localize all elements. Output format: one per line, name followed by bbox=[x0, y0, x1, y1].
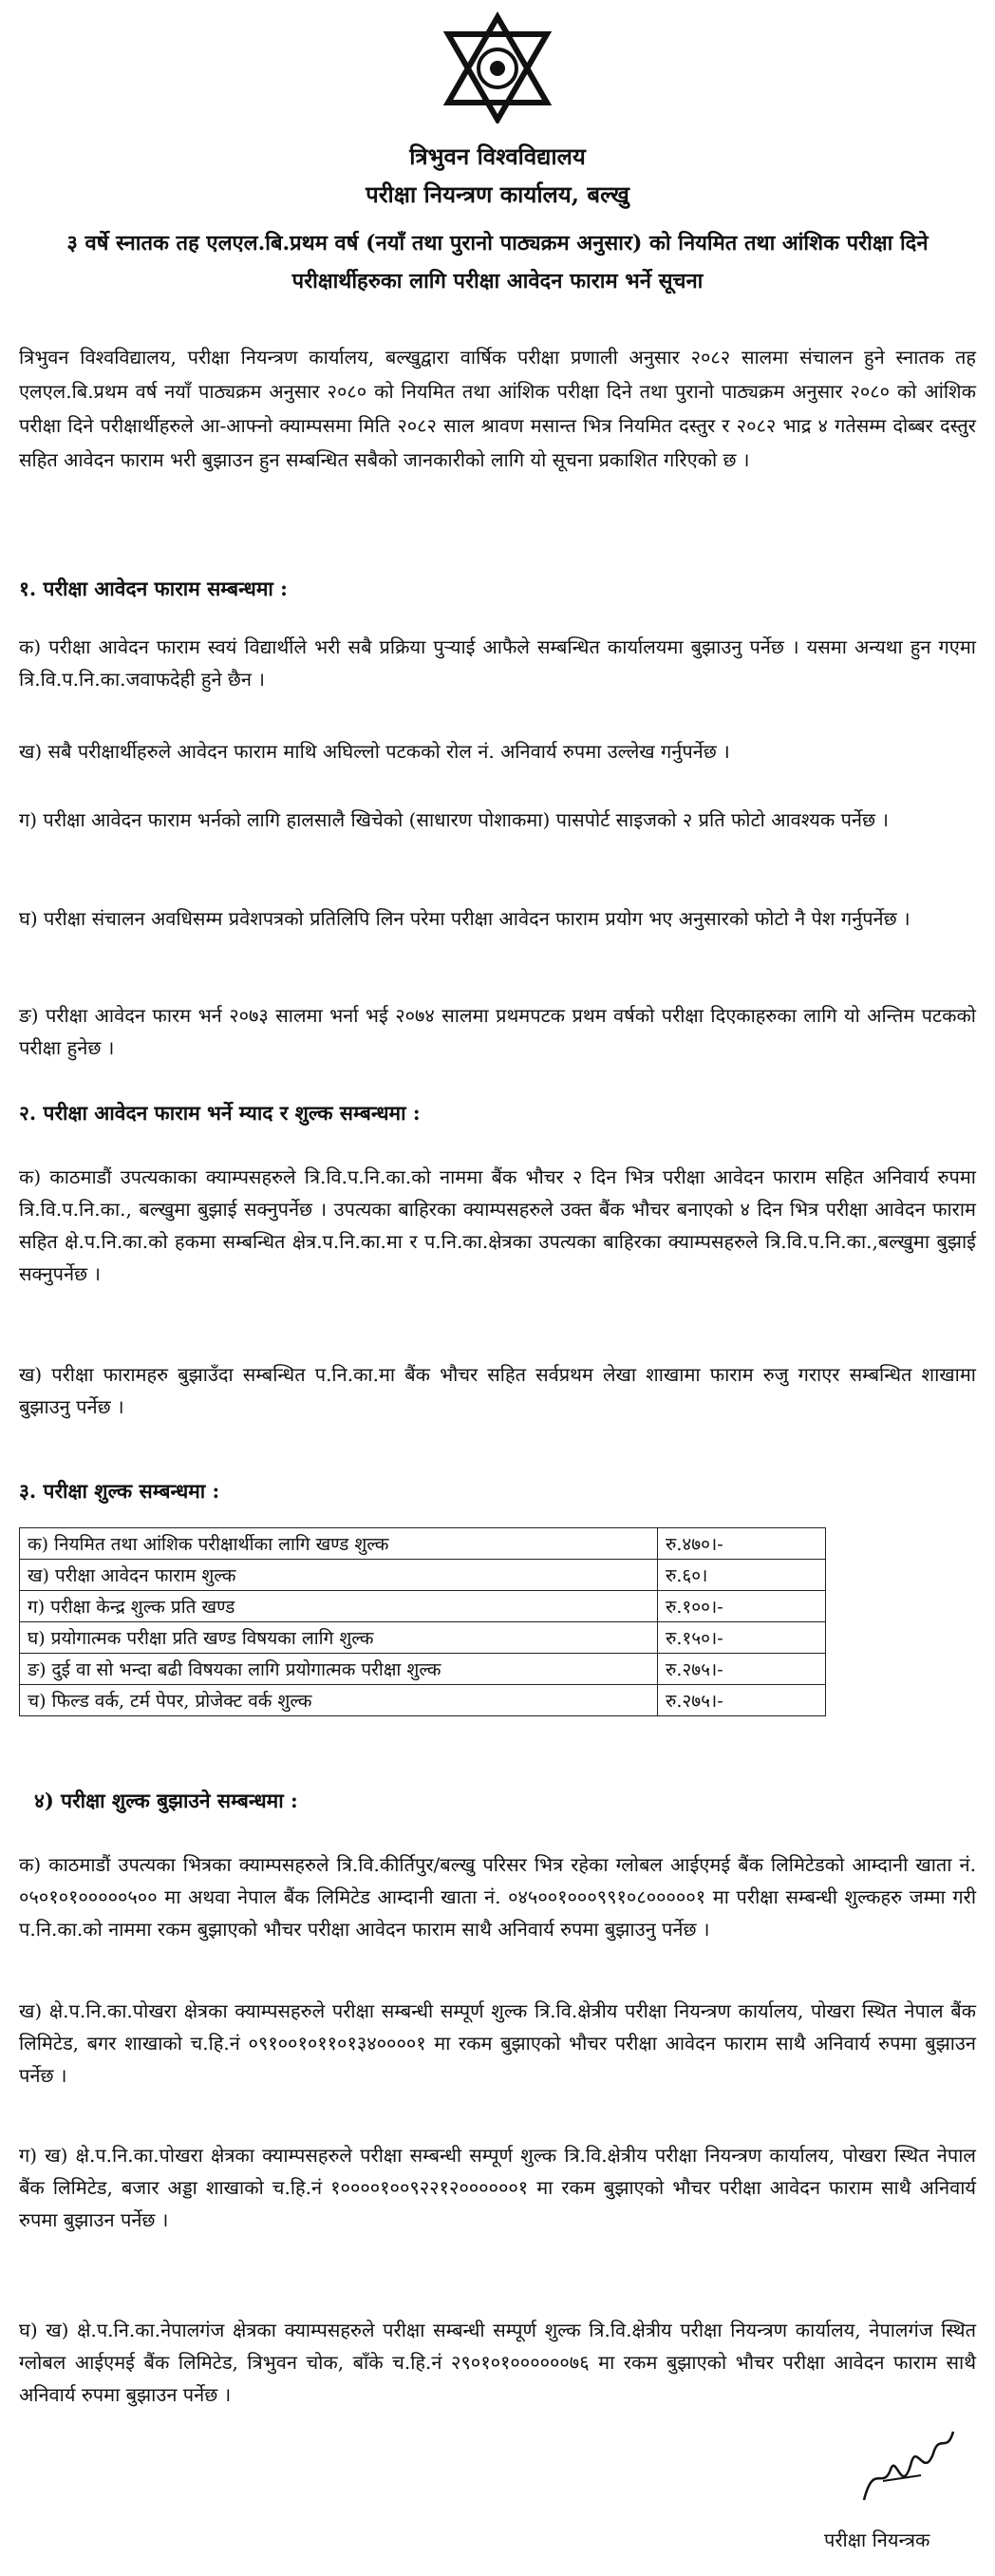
section-1-heading: १. परीक्षा आवेदन फाराम सम्बन्धमा : bbox=[19, 577, 288, 600]
fee-amount: रु.१००।- bbox=[658, 1591, 826, 1622]
university-name: त्रिभुवन विश्वविद्यालय bbox=[409, 142, 586, 170]
fee-amount: रु.२७५।- bbox=[658, 1654, 826, 1685]
section-4-item: घ) ख) क्षे.प.नि.का.नेपालगंज क्षेत्रका क्याम्पसहरुले परीक्षा सम्बन्धी सम्पूर्ण शुल्क त्रि.वि.क्षेत्रीय परीक्षा नियन्त्रण कार्यालय, नेपालगंज स्थित ग्लोबल आईएमई बैंक लिमिटेड, त्रिभुवन चोक, बाँके च.हि.नं २९०१०१००००००७६ मा रकम बुझाएको भौचर परीक्षा आवेदन फाराम साथै अनिवार्य रुपमा बुझाउन पर्नेछ । bbox=[19, 2319, 976, 2406]
section-2-item: ख) परीक्षा फारामहरु बुझाउँदा सम्बन्धित प.नि.का.मा बैंक भौचर सहित सर्वप्रथम लेखा शाखामा फाराम रुजु गराएर सम्बन्धित शाखामा बुझाउनु पर्नेछ । bbox=[19, 1363, 976, 1418]
section-1-item: ङ) परीक्षा आवेदन फारम भर्न २०७३ सालमा भर्ना भई २०७४ सालमा प्रथमपटक प्रथम वर्षको परीक्षा दिएकाहरुका लागि यो अन्तिम पटकको परीक्षा हुनेछ । bbox=[19, 1004, 976, 1059]
section-1-item: घ) परीक्षा संचालन अवधिसम्म प्रवेशपत्रको प्रतिलिपि लिन परेमा परीक्षा आवेदन फाराम प्रयोग भए अनुसारको फोटो नै पेश गर्नुपर्नेछ । bbox=[19, 907, 911, 930]
table-row bbox=[20, 1685, 826, 1716]
section-2-item: क) काठमाडौं उपत्यकाका क्याम्पसहरुले त्रि.वि.प.नि.का.को नाममा बैंक भौचर २ दिन भित्र परीक्षा आवेदन फाराम सहित अनिवार्य रुपमा त्रि.वि.प.नि.का., बल्खुमा बुझाई सक्नुपर्नेछ । उपत्यका बाहिरका क्याम्पसहरुले उक्त बैंक भौचर बनाएको ४ दिन भित्र परीक्षा आवेदन फाराम सहित क्षे.प.नि.का.को हकमा सम्बन्धित क्षेत्र.प.नि.का.मा र प.नि.का.क्षेत्रका उपत्यका बाहिरका क्याम्पसहरुले त्रि.वि.प.नि.का.,बल्खुमा बुझाई सक्नुपर्नेछ । bbox=[19, 1165, 976, 1285]
section-1-item: क) परीक्षा आवेदन फाराम स्वयं विद्यार्थीले भरी सबै प्रक्रिया पुऱ्याई आफैले सम्बन्धित कार्यालयमा बुझाउनु पर्नेछ । यसमा अन्यथा हुन गएमा त्रि.वि.प.नि.का.जवाफदेही हुने छैन । bbox=[19, 635, 976, 691]
university-logo bbox=[414, 0, 581, 123]
fee-label: ख) परीक्षा आवेदन फाराम शुल्क bbox=[20, 1560, 658, 1591]
fee-label: क) नियमित तथा आंशिक परीक्षार्थीका लागि खण्ड शुल्क bbox=[20, 1528, 658, 1560]
section-4-heading: ४) परीक्षा शुल्क बुझाउने सम्बन्धमा : bbox=[34, 1789, 298, 1812]
table-row bbox=[20, 1591, 826, 1622]
table-row bbox=[20, 1560, 826, 1591]
section-1-item: ग) परीक्षा आवेदन फाराम भर्नको लागि हालसालै खिचेको (साधारण पोशाकमा) पासपोर्ट साइजको २ प्रति फोटो आवश्यक पर्नेछ । bbox=[19, 808, 889, 831]
fee-amount: रु.१५०।- bbox=[658, 1622, 826, 1654]
section-1-item: ख) सबै परीक्षार्थीहरुले आवेदन फाराम माथि अघिल्लो पटकको रोल नं. अनिवार्य रुपमा उल्लेख गर्नुपर्नेछ । bbox=[19, 740, 730, 763]
section-4-item: ग) ख) क्षे.प.नि.का.पोखरा क्षेत्रका क्याम्पसहरुले परीक्षा सम्बन्धी सम्पूर्ण शुल्क त्रि.वि.क्षेत्रीय परीक्षा नियन्त्रण कार्यालय, पोखरा स्थित नेपाल बैंक लिमिटेड, बजार अड्डा शाखाको च.हि.नं १००००१००९२२१२००००००१ मा रकम बुझाएको भौचर परीक्षा आवेदन फाराम साथै अनिवार्य रुपमा बुझाउन पर्नेछ । bbox=[19, 2144, 976, 2231]
fee-label: च) फिल्ड वर्क, टर्म पेपर, प्रोजेक्ट वर्क शुल्क bbox=[20, 1685, 658, 1716]
fee-table bbox=[19, 1527, 826, 1716]
table-row bbox=[20, 1654, 826, 1685]
fee-label: घ) प्रयोगात्मक परीक्षा प्रति खण्ड विषयका लागि शुल्क bbox=[20, 1622, 658, 1654]
fee-label: ङ) दुई वा सो भन्दा बढी विषयका लागि प्रयोगात्मक परीक्षा शुल्क bbox=[20, 1654, 658, 1685]
signature-designation: परीक्षा नियन्त्रक bbox=[824, 2529, 930, 2551]
section-3-heading: ३. परीक्षा शुल्क सम्बन्धमा : bbox=[19, 1479, 220, 1503]
fee-label: ग) परीक्षा केन्द्र शुल्क प्रति खण्ड bbox=[20, 1591, 658, 1622]
table-row bbox=[20, 1622, 826, 1654]
section-4-item: ख) क्षे.प.नि.का.पोखरा क्षेत्रका क्याम्पसहरुले परीक्षा सम्बन्धी सम्पूर्ण शुल्क त्रि.वि.क्षेत्रीय परीक्षा नियन्त्रण कार्यालय, पोखरा स्थित नेपाल बैंक लिमिटेड, बगर शाखाको च.हि.नं ०९१००१०११०१३४००००१ मा रकम बुझाएको भौचर परीक्षा आवेदन फाराम साथै अनिवार्य रुपमा बुझाउन पर्नेछ । bbox=[19, 1999, 976, 2087]
fee-amount: रु.२७५।- bbox=[658, 1685, 826, 1716]
notice-title: ३ वर्षे स्नातक तह एलएल.बि.प्रथम वर्ष (नयाँ तथा पुरानो पाठ्यक्रम अनुसार) को नियमित तथा आंशिक परीक्षा दिने परीक्षार्थीहरुका लागि परीक्षा आवेदन फाराम भर्ने सूचना bbox=[66, 231, 929, 294]
section-2-heading: २. परीक्षा आवेदन फाराम भर्ने म्याद र शुल्क सम्बन्धमा : bbox=[19, 1101, 421, 1125]
signature-image bbox=[854, 2424, 959, 2510]
section-4-item: क) काठमाडौं उपत्यका भित्रका क्याम्पसहरुले त्रि.वि.कीर्तिपुर/बल्खु परिसर भित्र रहेका ग्लोबल आईएमई बैंक लिमिटेडको आम्दानी खाता नं. ०५०१०१०००००५०० मा अथवा नेपाल बैंक लिमिटेड आम्दानी खाता नं. ०४५००१०००९९१०८०००००१ मा परीक्षा सम्बन्धी शुल्कहरु जम्मा गरी प.नि.का.को नाममा रकम बुझाएको भौचर परीक्षा आवेदन फाराम साथै अनिवार्य रुपमा बुझाउनु पर्नेछ । bbox=[19, 1853, 976, 1941]
fee-amount: रु.४७०।- bbox=[658, 1528, 826, 1560]
office-name: परीक्षा नियन्त्रण कार्यालय, बल्खु bbox=[366, 180, 629, 208]
fee-amount: रु.६०। bbox=[658, 1560, 826, 1591]
table-row bbox=[20, 1528, 826, 1560]
intro-paragraph: त्रिभुवन विश्वविद्यालय, परीक्षा नियन्त्रण कार्यालय, बल्खुद्वारा वार्षिक परीक्षा प्रणाली अनुसार २०८२ सालमा संचालन हुने स्नातक तह एलएल.बि.प्रथम वर्ष नयाँ पाठ्यक्रम अनुसार २०८० को नियमित तथा आंशिक परीक्षा दिने तथा पुरानो पाठ्यक्रम अनुसार २०८० को आंशिक परीक्षा दिने परीक्षार्थीहरुले आ-आफ्नो क्याम्पसमा मिति २०८२ साल श्रावण मसान्त भित्र नियमित दस्तुर र २०८२ भाद्र ४ गतेसम्म दोब्बर दस्तुर सहित आवेदन फाराम भरी बुझाउन हुन सम्बन्धित सबैको जानकारीको लागि यो सूचना प्रकाशित गरिएको छ । bbox=[19, 346, 976, 471]
